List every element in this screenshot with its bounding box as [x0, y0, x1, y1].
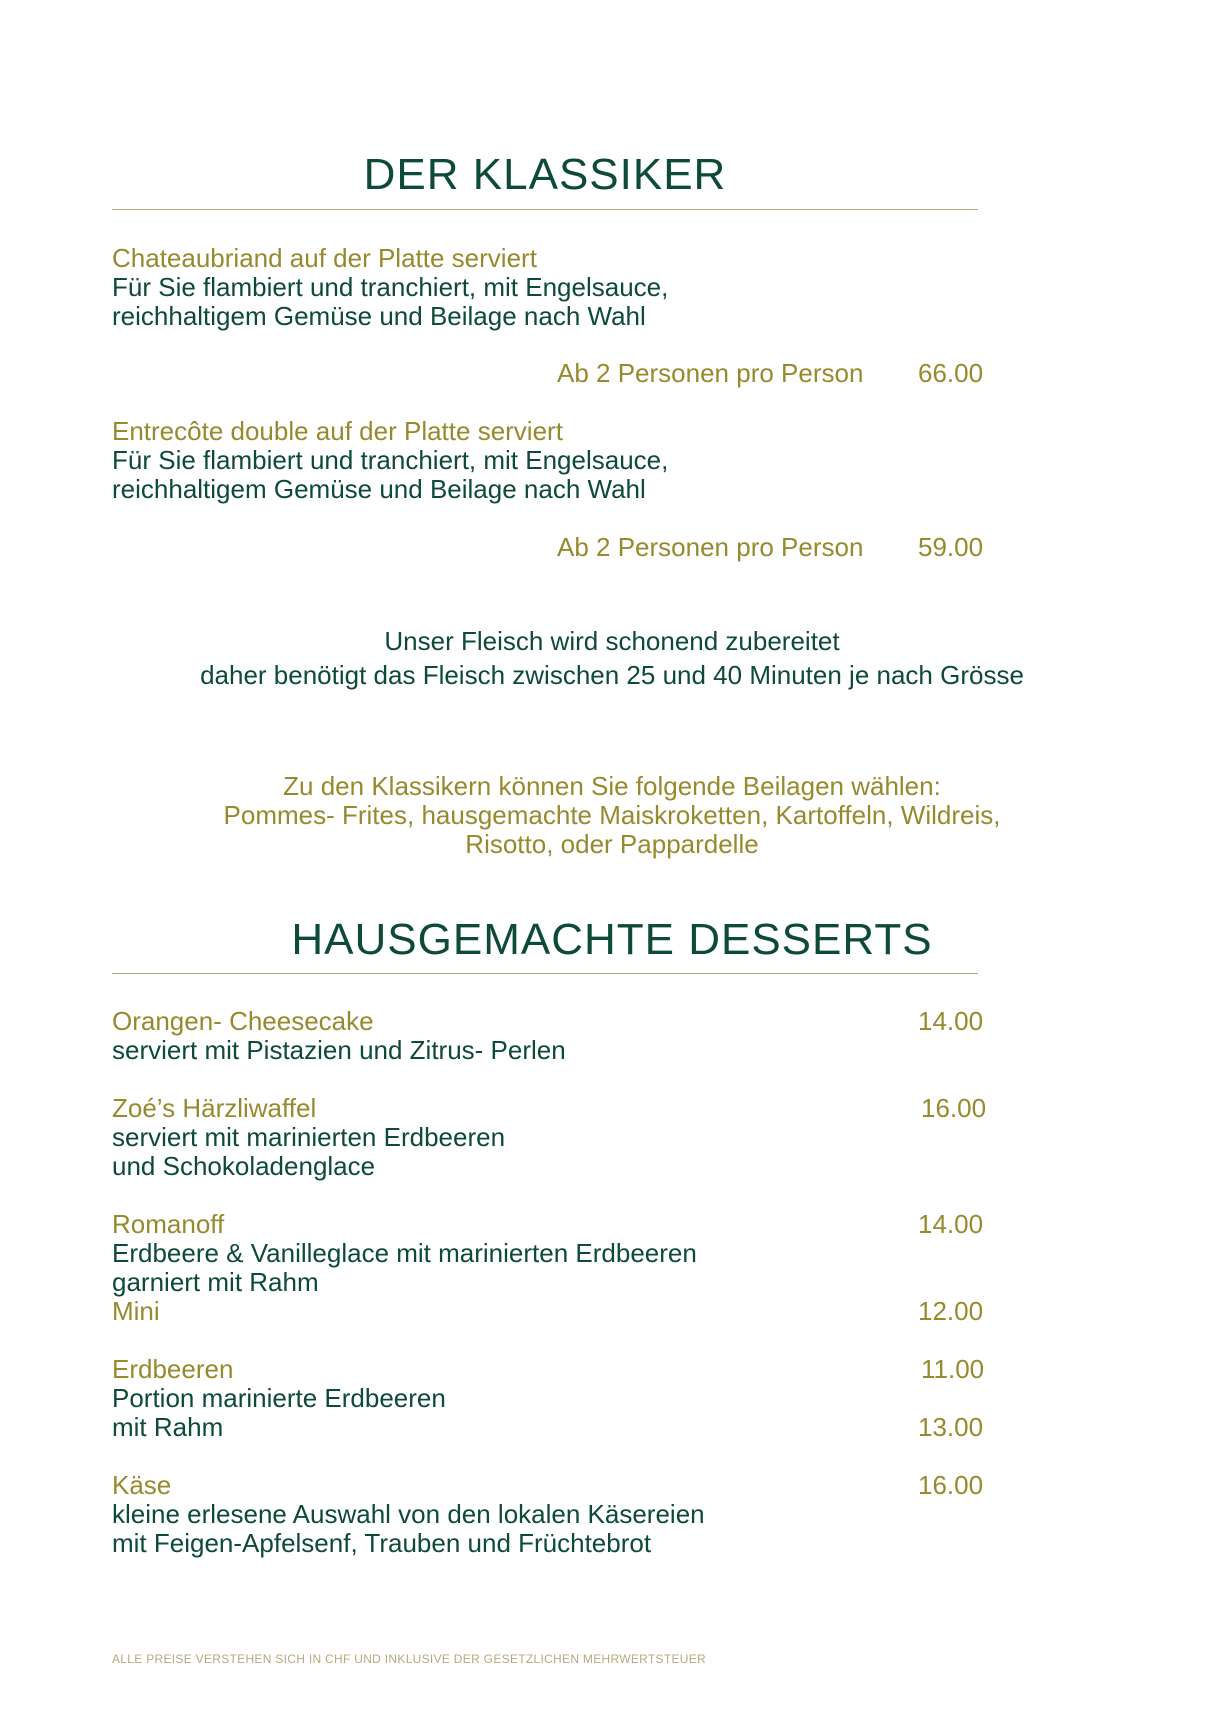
item-variant-price: 13.00: [918, 1412, 984, 1442]
item-name: Zoé’s Härzliwaffel: [112, 1093, 317, 1123]
sides-note: Pommes- Frites, hausgemachte Maiskroketten, Kartoffeln, Wildreis,: [223, 800, 1001, 830]
item-description: reichhaltigem Gemüse und Beilage nach Wahl: [112, 474, 646, 504]
item-name: Erdbeeren: [112, 1354, 234, 1384]
item-description: serviert mit marinierten Erdbeeren: [112, 1122, 506, 1152]
item-price: 11.00: [921, 1354, 985, 1384]
item-description: und Schokoladenglace: [112, 1151, 376, 1181]
item-description: Erdbeere & Vanilleglace mit marinierten Erdbeeren: [112, 1238, 697, 1268]
desserts-title: HAUSGEMACHTE DESSERTS: [291, 915, 933, 964]
sides-note: Risotto, oder Pappardelle: [465, 829, 759, 859]
item-description: kleine erlesene Auswahl von den lokalen Käsereien: [112, 1499, 705, 1529]
item-price: 59.00: [918, 532, 984, 562]
item-variant: mit Rahm: [112, 1412, 224, 1442]
klassiker-title: DER KLASSIKER: [363, 150, 727, 199]
price-footnote: ALLE PREISE VERSTEHEN SICH IN CHF UND INKLUSIVE DER GESETZLICHEN MEHRWERTSTEUER: [112, 1652, 707, 1666]
item-description: Portion marinierte Erdbeeren: [112, 1383, 446, 1413]
item-variant: Mini: [112, 1296, 160, 1326]
item-description: serviert mit Pistazien und Zitrus- Perlen: [112, 1035, 566, 1065]
item-price: 66.00: [918, 358, 984, 388]
item-name: Entrecôte double auf der Platte serviert: [112, 416, 563, 446]
item-variant-price: 12.00: [918, 1296, 984, 1326]
item-description: garniert mit Rahm: [112, 1267, 319, 1297]
cooking-note: daher benötigt das Fleisch zwischen 25 und 40 Minuten je nach Grösse: [200, 660, 1024, 690]
item-description: reichhaltigem Gemüse und Beilage nach Wahl: [112, 301, 646, 331]
item-price: 14.00: [918, 1209, 984, 1239]
item-name: Orangen- Cheesecake: [112, 1006, 374, 1036]
item-price-label: Ab 2 Personen pro Person: [557, 532, 864, 562]
item-description: mit Feigen-Apfelsenf, Trauben und Früchtebrot: [112, 1528, 652, 1558]
klassiker-divider: [112, 209, 978, 210]
item-description: Für Sie flambiert und tranchiert, mit Engelsauce,: [112, 445, 669, 475]
item-price-label: Ab 2 Personen pro Person: [557, 358, 864, 388]
cooking-note: Unser Fleisch wird schonend zubereitet: [384, 626, 840, 656]
item-name: Romanoff: [112, 1209, 225, 1239]
item-price: 14.00: [918, 1006, 984, 1036]
item-price: 16.00: [918, 1470, 984, 1500]
item-description: Für Sie flambiert und tranchiert, mit Engelsauce,: [112, 272, 669, 302]
item-name: Käse: [112, 1470, 172, 1500]
desserts-divider: [112, 973, 978, 974]
item-name: Chateaubriand auf der Platte serviert: [112, 243, 537, 273]
sides-note: Zu den Klassikern können Sie folgende Beilagen wählen:: [283, 771, 941, 801]
item-price: 16.00: [921, 1093, 987, 1123]
